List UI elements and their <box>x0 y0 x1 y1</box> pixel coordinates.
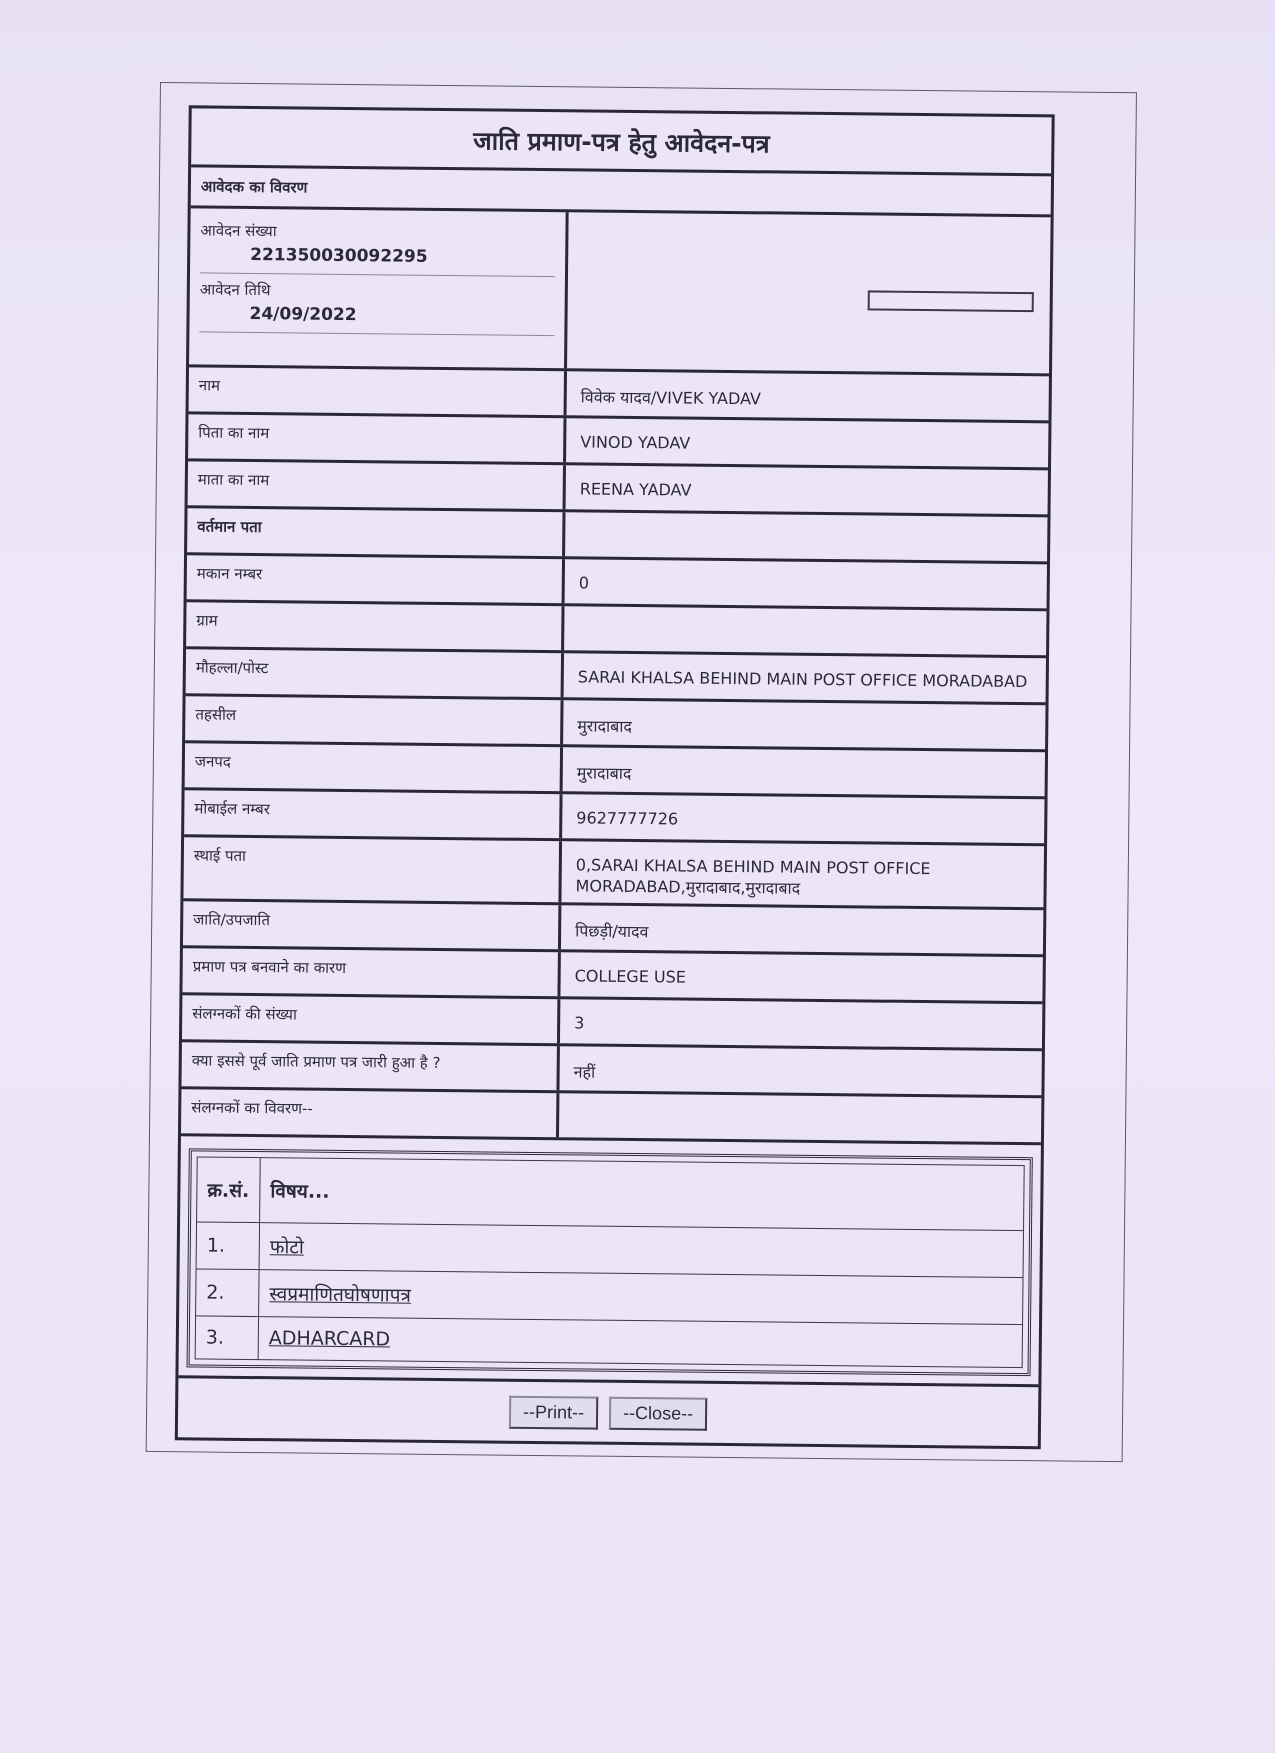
field-value: मुरादाबाद <box>577 716 633 736</box>
header-serial: क्र.सं. <box>197 1157 261 1223</box>
field-value: SARAI KHALSA BEHIND MAIN POST OFFICE MORADABAD <box>577 667 1028 692</box>
attachment-link[interactable]: स्वप्रमाणितघोषणापत्र <box>269 1283 412 1307</box>
field-label: तहसील <box>185 696 563 744</box>
section-applicant: आवेदक का विवरण <box>191 167 1051 217</box>
field-value: 0,SARAI KHALSA BEHIND MAIN POST OFFICE MORADABAD,मुरादाबाद,मुरादाबाद <box>575 855 931 898</box>
photo-placeholder <box>868 290 1034 312</box>
button-bar <box>178 1378 1039 1446</box>
field-label: क्या इससे पूर्व जाति प्रमाण पत्र जारी हुआ है ? <box>181 1042 559 1090</box>
field-label: पिता का नाम <box>188 414 566 462</box>
attachments-section <box>178 1136 1040 1387</box>
field-value: 0 <box>578 573 590 593</box>
field-value: विवेक यादव/VIVEK YADAV <box>580 387 762 409</box>
field-label: ग्राम <box>186 602 564 650</box>
detail-rows <box>181 367 1049 1145</box>
field-value: मुरादाबाद <box>576 763 632 783</box>
attachment-row <box>195 1316 1022 1368</box>
application-date-label: आवेदन तिथि <box>199 280 271 300</box>
application-date: 24/09/2022 <box>199 299 554 336</box>
attachment-cell <box>259 1270 1023 1325</box>
field-value: VINOD YADAV <box>580 432 691 453</box>
field-label: वर्तमान पता <box>187 508 565 556</box>
field-label: नाम <box>189 367 567 415</box>
application-number: 221350030092295 <box>200 240 555 277</box>
attachment-cell <box>258 1317 1022 1368</box>
attachment-link[interactable]: ADHARCARD <box>268 1327 391 1351</box>
header-subject: विषय... <box>260 1158 1025 1231</box>
detail-row <box>183 837 1044 910</box>
field-label: माता का नाम <box>188 461 566 509</box>
field-label: मोबाईल नम्बर <box>184 790 562 838</box>
application-id-block <box>189 208 569 368</box>
photo-area <box>567 212 1051 373</box>
field-label: मौहल्ला/पोस्ट <box>186 649 564 697</box>
attachments-header-row <box>197 1157 1025 1231</box>
form-title: जाति प्रमाण-पत्र हेतु आवेदन-पत्र <box>191 108 1052 176</box>
field-value: पिछड़ी/यादव <box>575 921 649 942</box>
print-button[interactable]: --Print-- <box>509 1396 598 1430</box>
field-label: जनपद <box>185 743 563 791</box>
field-value <box>564 606 1046 655</box>
field-value: 3 <box>574 1013 585 1033</box>
application-form <box>175 105 1055 1449</box>
field-label: स्थाई पता <box>183 837 562 902</box>
field-label: प्रमाण पत्र बनवाने का कारण <box>182 948 560 996</box>
field-label: संलग्नकों की संख्या <box>182 995 560 1043</box>
field-value: 9627777726 <box>576 808 679 829</box>
field-value: नहीं <box>573 1062 596 1082</box>
page-border <box>146 82 1137 1462</box>
attachment-serial: 1. <box>196 1222 259 1270</box>
attachments-frame <box>187 1148 1033 1376</box>
field-label: जाति/उपजाति <box>183 901 561 949</box>
field-value: REENA YADAV <box>579 479 692 500</box>
attachment-link[interactable]: फोटो <box>269 1236 304 1259</box>
field-label: संलग्नकों का विवरण-- <box>181 1089 559 1137</box>
application-number-label: आवेदन संख्या <box>200 221 277 241</box>
attachment-serial: 2. <box>196 1269 259 1317</box>
close-button[interactable]: --Close-- <box>609 1397 707 1431</box>
field-value <box>565 512 1047 561</box>
field-value: COLLEGE USE <box>574 966 687 987</box>
field-label: मकान नम्बर <box>187 555 565 603</box>
field-value <box>559 1093 1041 1142</box>
attachment-cell <box>259 1223 1023 1278</box>
attachments-table <box>195 1156 1025 1368</box>
attachment-serial: 3. <box>195 1316 258 1360</box>
application-id-row <box>189 208 1051 376</box>
